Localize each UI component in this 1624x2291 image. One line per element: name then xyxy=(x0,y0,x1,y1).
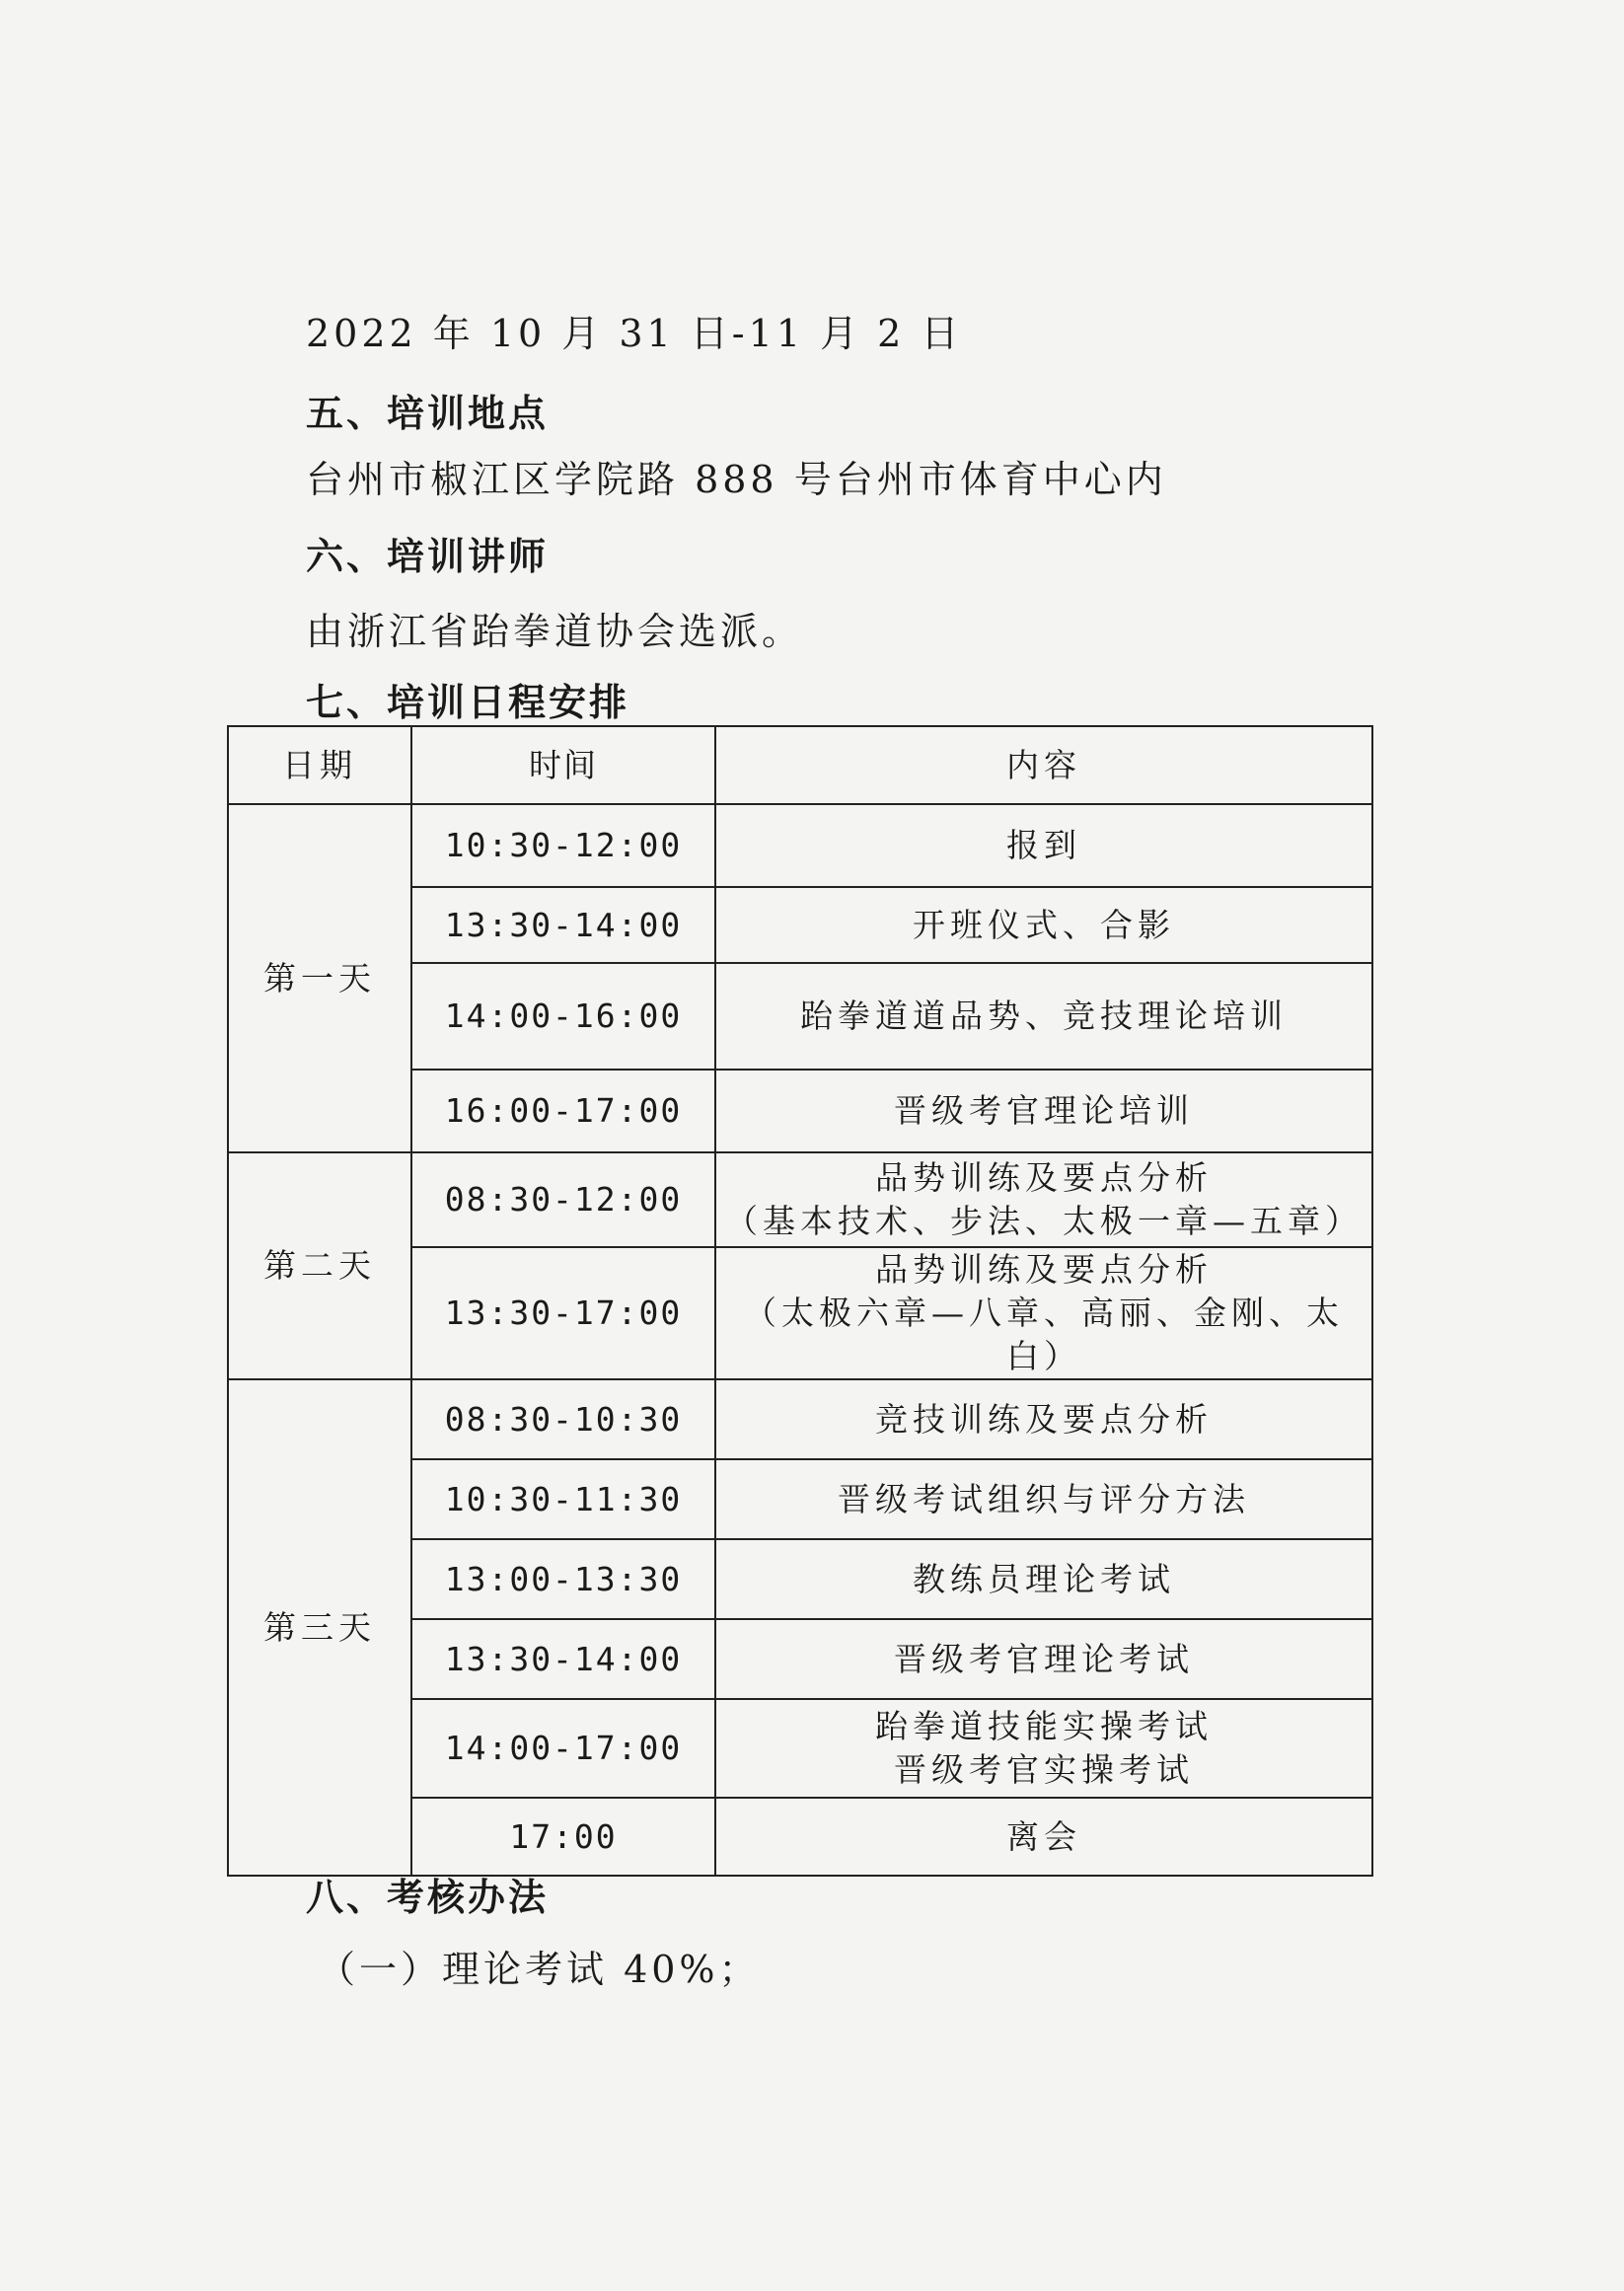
content-line: 跆拳道道品势、竞技理论培训 xyxy=(800,997,1288,1035)
content-cell xyxy=(715,1539,1372,1619)
content-cell xyxy=(715,1152,1372,1247)
content-line: 竞技训练及要点分析 xyxy=(875,1399,1213,1439)
schedule-table xyxy=(227,725,1373,1877)
content-line: 离会 xyxy=(1006,1816,1081,1856)
content-line: 晋级考官理论考试 xyxy=(894,1639,1194,1678)
section-8-heading: 八、考核办法 xyxy=(306,1876,550,1919)
section-5-heading: 五、培训地点 xyxy=(306,392,550,435)
time-cell: 14:00-16:00 xyxy=(411,963,715,1070)
content-cell xyxy=(715,804,1372,887)
content-cell xyxy=(715,1699,1372,1798)
content-cell xyxy=(715,887,1372,963)
day-1-label: 第一天 xyxy=(228,804,411,1152)
table-row xyxy=(228,1379,1372,1459)
content-line: 品势训练及要点分析 xyxy=(875,1250,1213,1289)
content-cell xyxy=(715,1379,1372,1459)
training-instructor-text: 由浙江省跆拳道协会选派。 xyxy=(306,610,804,653)
content-line: （基本技术、步法、太极一章—五章） xyxy=(725,1202,1363,1240)
day-2-label: 第二天 xyxy=(228,1152,411,1379)
content-line: 晋级考官理论培训 xyxy=(894,1091,1194,1130)
time-cell: 10:30-12:00 xyxy=(411,804,715,887)
content-line: 品势训练及要点分析 xyxy=(875,1158,1213,1197)
table-header-row xyxy=(228,726,1372,804)
time-cell: 13:30-17:00 xyxy=(411,1247,715,1379)
time-cell: 16:00-17:00 xyxy=(411,1070,715,1152)
time-cell: 13:30-14:00 xyxy=(411,887,715,963)
content-line: 报到 xyxy=(1006,826,1081,864)
time-cell: 08:30-10:30 xyxy=(411,1379,715,1459)
content-line: 跆拳道技能实操考试 xyxy=(875,1707,1213,1745)
training-location-text: 台州市椒江区学院路 888 号台州市体育中心内 xyxy=(306,458,1167,501)
section-6-heading: 六、培训讲师 xyxy=(306,535,550,578)
content-cell xyxy=(715,1247,1372,1379)
time-cell: 14:00-17:00 xyxy=(411,1699,715,1798)
content-cell xyxy=(715,1459,1372,1539)
header-time: 时间 xyxy=(411,726,715,804)
time-cell: 13:00-13:30 xyxy=(411,1539,715,1619)
content-cell xyxy=(715,1798,1372,1876)
content-cell xyxy=(715,963,1372,1070)
assessment-item-1: （一）理论考试 40%； xyxy=(318,1948,761,1991)
section-7-heading: 七、培训日程安排 xyxy=(306,681,630,724)
content-line: 晋级考试组织与评分方法 xyxy=(838,1479,1250,1518)
day-3-label: 第三天 xyxy=(228,1379,411,1876)
table-row xyxy=(228,1152,1372,1247)
content-line: 开班仪式、合影 xyxy=(913,905,1175,944)
header-content: 内容 xyxy=(715,726,1372,804)
header-date: 日期 xyxy=(228,726,411,804)
time-cell: 13:30-14:00 xyxy=(411,1619,715,1699)
time-cell: 10:30-11:30 xyxy=(411,1459,715,1539)
time-cell: 08:30-12:00 xyxy=(411,1152,715,1247)
content-cell xyxy=(715,1070,1372,1152)
time-cell: 17:00 xyxy=(411,1798,715,1876)
content-line: （太极六章—八章、高丽、金刚、太白） xyxy=(744,1293,1344,1375)
content-line: 晋级考官实操考试 xyxy=(894,1750,1194,1789)
training-date-range: 2022 年 10 月 31 日-11 月 2 日 xyxy=(306,312,963,355)
content-line: 教练员理论考试 xyxy=(913,1559,1175,1598)
table-row xyxy=(228,804,1372,887)
content-cell xyxy=(715,1619,1372,1699)
